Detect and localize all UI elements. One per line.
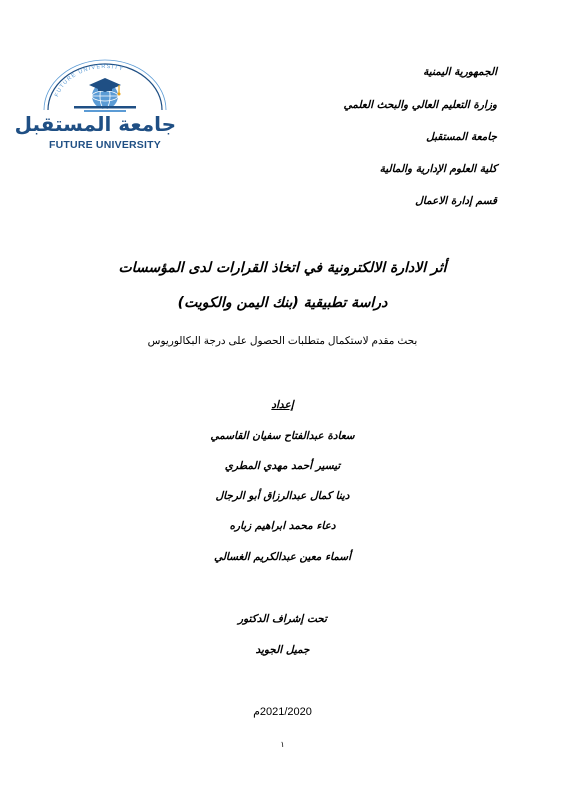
logo-arc-text: FUTURE UNIVERSITY bbox=[54, 63, 125, 98]
author-name: أسماء معين عبدالكريم الغسالي bbox=[213, 551, 351, 563]
prepared-by-label bbox=[0, 399, 565, 411]
logo-emblem-icon bbox=[34, 58, 176, 114]
author-name: دعاء محمد ابراهيم زباره bbox=[229, 520, 336, 532]
university-logo bbox=[14, 58, 176, 156]
author-name: تيسير أحمد مهدي المطري bbox=[224, 460, 341, 472]
supervisor-label: تحت إشراف الدكتور bbox=[238, 613, 327, 625]
header-line-ministry: وزارة التعليم العالي والبحث العلمي bbox=[343, 99, 497, 111]
logo-arabic-name: جامعة المستقبل bbox=[14, 112, 176, 136]
supervisor-name: جميل الجويد bbox=[255, 644, 310, 656]
research-purpose: بحث مقدم لاستكمال متطلبات الحصول على درجة البكالوريوس bbox=[147, 335, 418, 347]
author-name: سعادة عبدالفتاح سفيان القاسمي bbox=[210, 430, 355, 442]
prepared-by-text: إعداد bbox=[271, 399, 294, 411]
author-name: دينا كمال عبدالرزاق أبو الرجال bbox=[215, 490, 350, 502]
header-line-faculty: كلية العلوم الإدارية والمالية bbox=[379, 163, 497, 175]
header-line-university: جامعة المستقبل bbox=[426, 131, 497, 143]
header-line-department: قسم إدارة الاعمال bbox=[415, 195, 497, 207]
logo-latin-name: FUTURE UNIVERSITY bbox=[49, 139, 161, 151]
page-number: ١ bbox=[280, 740, 285, 749]
research-subtitle: دراسة تطبيقية (بنك اليمن والكويت) bbox=[177, 295, 388, 311]
academic-year: 2021/2020م bbox=[253, 706, 312, 718]
header-line-country: الجمهورية اليمنية bbox=[423, 66, 497, 78]
research-title: أثر الادارة الالكترونية في اتخاذ القرارات لدى المؤسسات bbox=[118, 260, 447, 276]
